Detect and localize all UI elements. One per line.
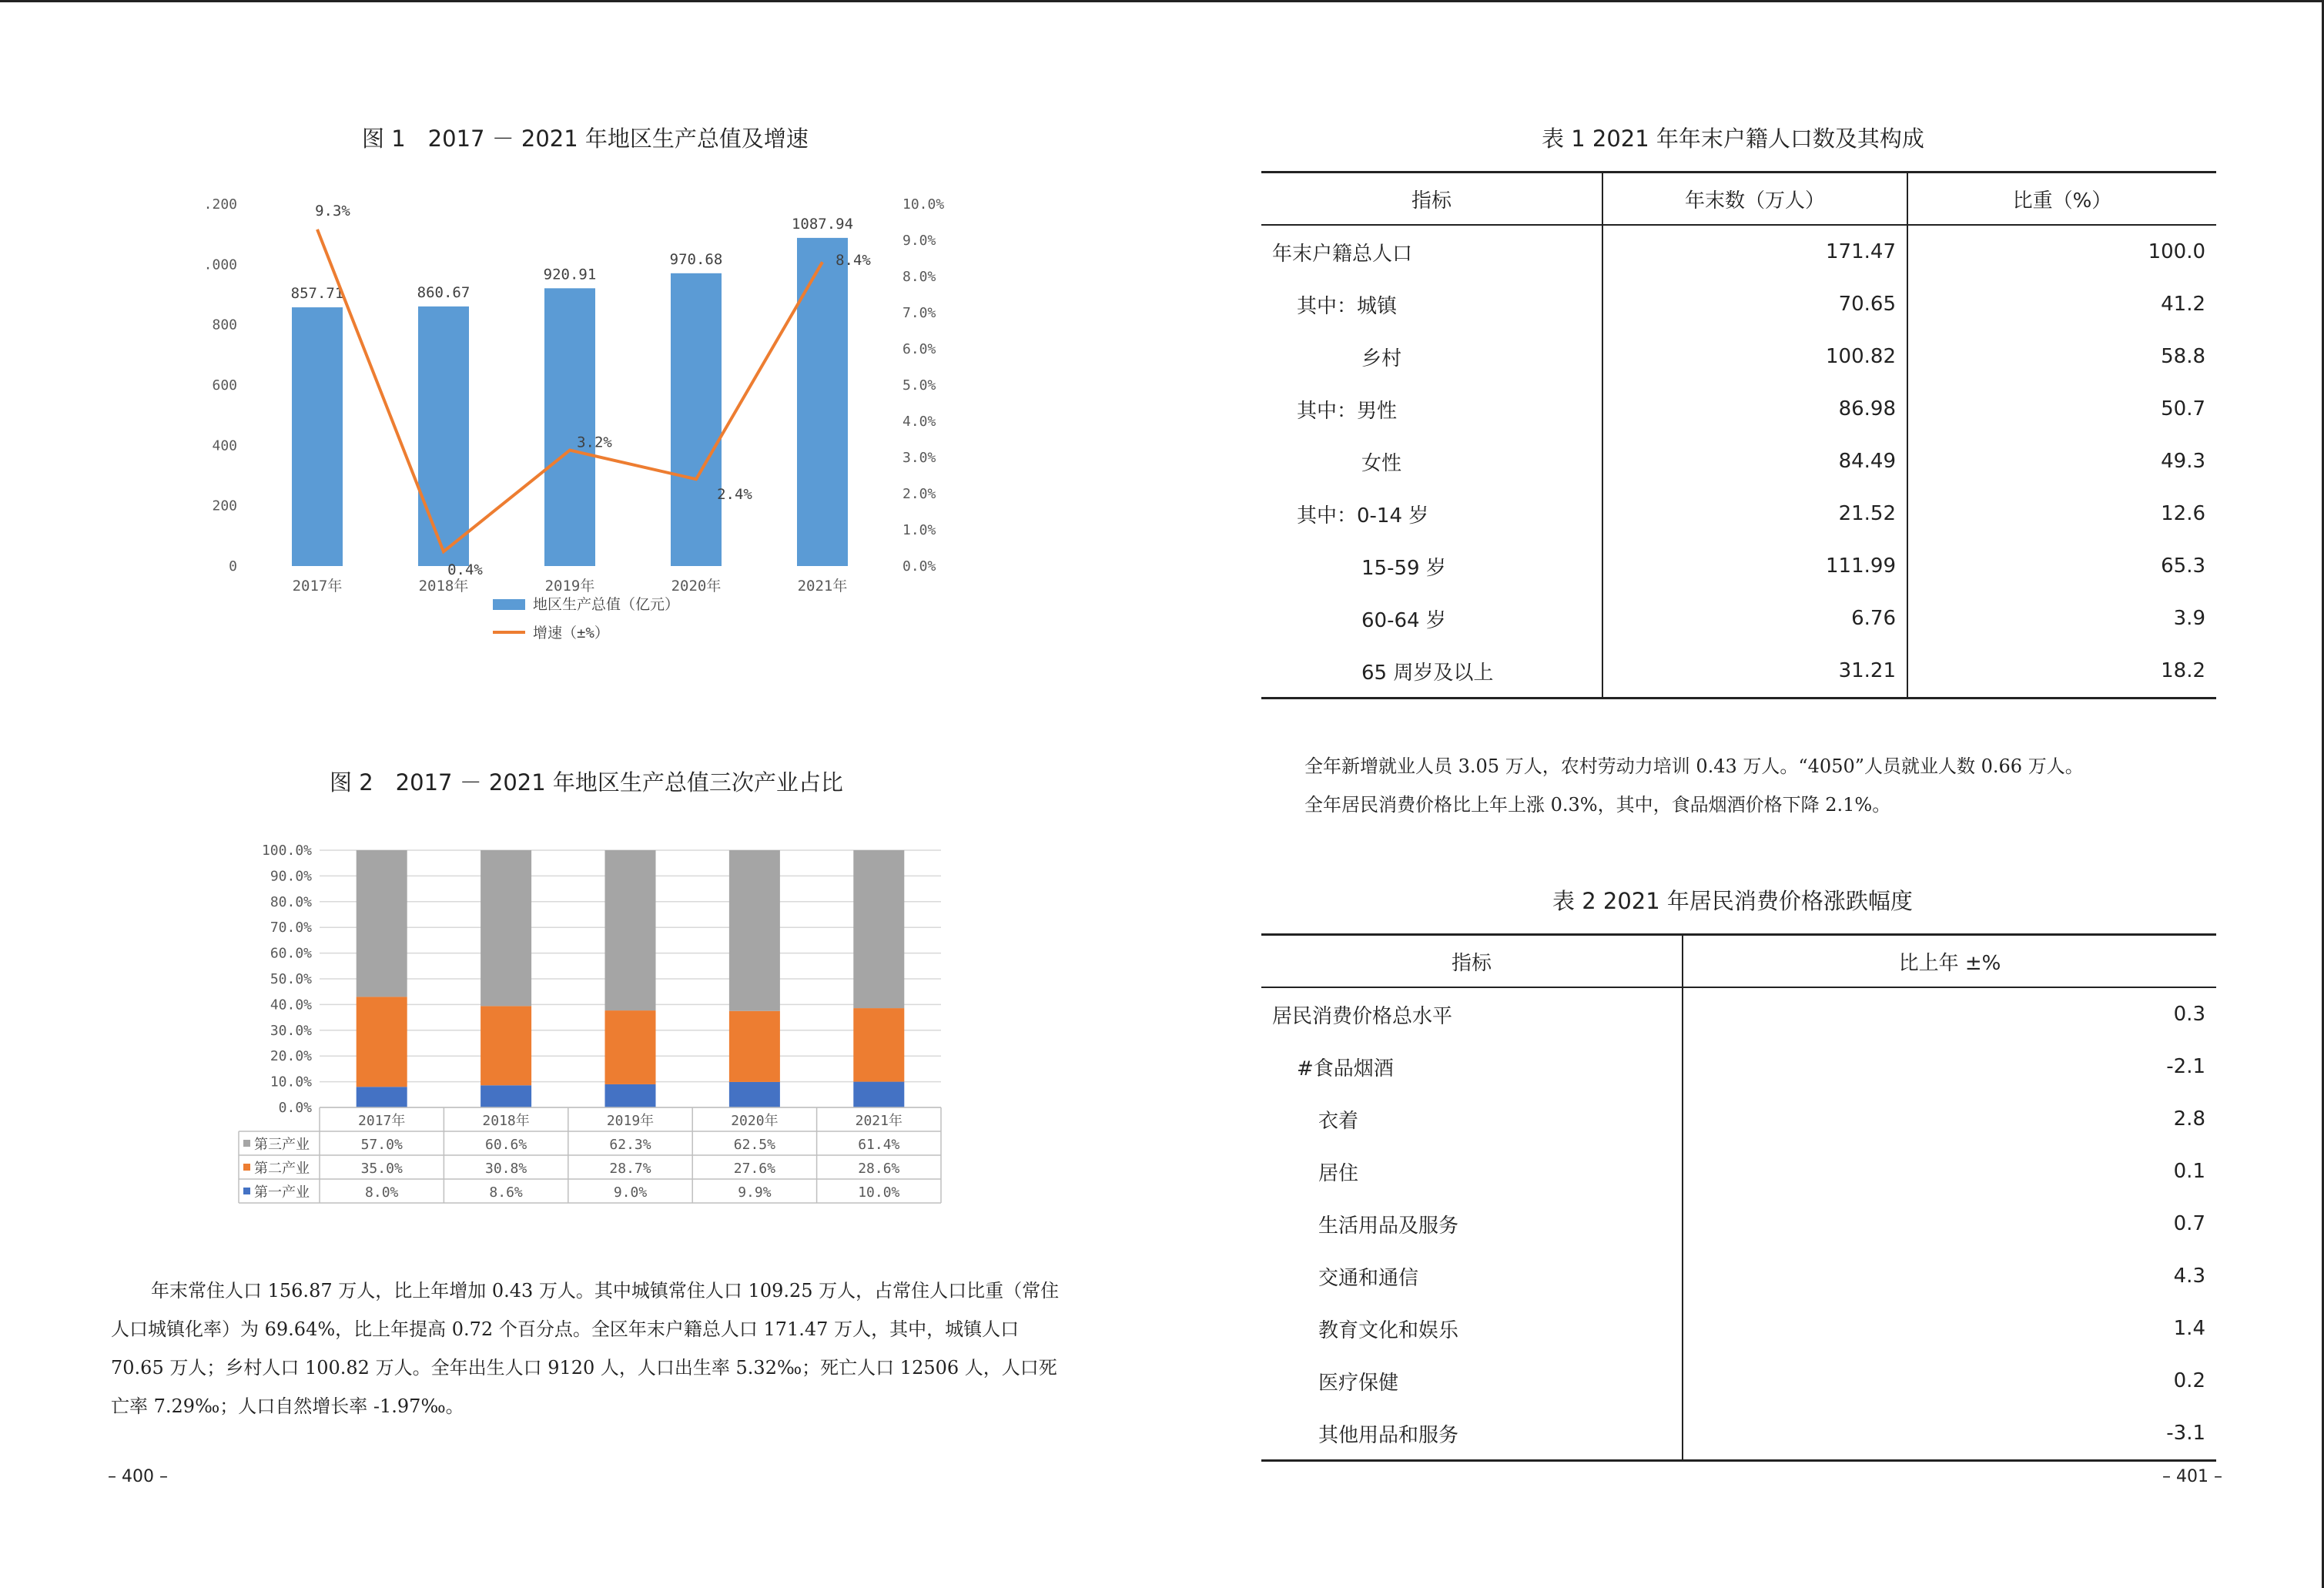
left-paragraph-text: 年末常住人口 156.87 万人，比上年增加 0.43 万人。其中城镇常住人口 109.25 万人，占常住人口比重（常住人口城镇化率）为 69.64%，比上年提高 0.72 个百分点。全区年末户籍总人口 171.47 万人，其中，城镇人口 70.65 万人；乡村人口 100.82 万人。全年出生人口 9120 人，人口出生率 5.32‰；死亡人口 12506 人，人口死亡率 7.29‰；人口自然增长率 -1.97‰。 — [111, 1280, 1060, 1417]
x-axis-tick-label: 2018年 — [482, 1113, 530, 1129]
bar-gdp — [418, 307, 469, 566]
stacked-bar-segment — [481, 850, 531, 1006]
stacked-bar-segment — [605, 850, 656, 1010]
table-data-label: 62.5% — [733, 1137, 775, 1153]
row-value: 21.52 — [1602, 487, 1907, 540]
figure1-chart — [203, 185, 963, 655]
row-value: 0.7 — [2173, 1212, 2205, 1235]
x-axis-tick-label: 2019年 — [606, 1113, 655, 1129]
row-label: 其他用品和服务 — [1261, 1407, 1683, 1461]
table-data-label: 57.0% — [360, 1137, 403, 1153]
right-axis-tick-label: 5.0% — [902, 377, 936, 394]
table-row — [1261, 1093, 2216, 1145]
row-label: 15-59 岁 — [1261, 540, 1602, 592]
row-value: 6.76 — [1602, 592, 1907, 645]
line-data-label: 2.4% — [717, 486, 752, 504]
x-axis-tick-label: 2021年 — [855, 1113, 902, 1129]
bar-data-label: 970.68 — [669, 250, 723, 268]
left-axis-tick-label: .000 — [203, 256, 237, 273]
bar-data-label: 1087.94 — [791, 215, 854, 233]
table-data-label: 8.0% — [365, 1184, 399, 1201]
line-data-label: 8.4% — [836, 252, 871, 270]
y-axis-tick-label: 0.0% — [278, 1100, 312, 1116]
row-label: #食品烟酒 — [1261, 1040, 1683, 1093]
bar-gdp — [292, 307, 343, 566]
row-label: 生活用品及服务 — [1261, 1198, 1683, 1250]
table-row — [1261, 1145, 2216, 1198]
right-axis-tick-label: 1.0% — [902, 522, 936, 538]
row-label: 年末户籍总人口 — [1261, 225, 1602, 278]
table-data-label: 8.6% — [489, 1184, 523, 1201]
right-axis-tick-label: 6.0% — [902, 341, 936, 357]
bar-data-label: 860.67 — [417, 283, 470, 301]
x-axis-tick-label: 2021年 — [797, 578, 848, 595]
right-paragraph-line: 全年新增就业人员 3.05 万人，农村劳动力培训 0.43 万人。“4050”人员就业人数 0.66 万人。 — [1304, 755, 2084, 777]
row-label: 衣着 — [1261, 1093, 1683, 1145]
left-paragraph — [111, 1271, 1066, 1426]
table-row — [1261, 1355, 2216, 1407]
table-data-label: 61.4% — [858, 1137, 900, 1153]
row-value: 100.82 — [1602, 330, 1907, 383]
top-border — [0, 0, 2324, 2]
bar-gdp — [671, 273, 722, 566]
x-axis-tick-label: 2020年 — [671, 578, 722, 595]
y-axis-tick-label: 10.0% — [270, 1074, 312, 1090]
row-label: 交通和通信 — [1261, 1250, 1683, 1302]
y-axis-tick-label: 90.0% — [270, 868, 312, 885]
row-value: 1.4 — [2173, 1317, 2205, 1340]
right-axis-tick-label: 4.0% — [902, 414, 936, 430]
table2-header-row — [1261, 935, 2216, 988]
table1-header-indicator: 指标 — [1261, 173, 1602, 226]
table-row — [1261, 278, 2216, 330]
x-axis-tick-label: 2017年 — [358, 1113, 406, 1129]
row-label: 其中：城镇 — [1261, 278, 1602, 330]
right-axis-tick-label: 10.0% — [902, 196, 945, 213]
y-axis-tick-label: 70.0% — [270, 920, 312, 936]
stacked-bar-segment — [853, 850, 904, 1008]
table1 — [1261, 171, 2216, 699]
row-pct: 100.0 — [2148, 240, 2205, 263]
stacked-bar-segment — [357, 850, 407, 997]
stacked-bar-segment — [729, 1011, 780, 1082]
row-value: -2.1 — [2166, 1055, 2205, 1078]
row-value: 86.98 — [1602, 383, 1907, 435]
row-label: 教育文化和娱乐 — [1261, 1302, 1683, 1355]
legend-label: 第一产业 — [254, 1184, 310, 1201]
y-axis-tick-label: 40.0% — [270, 997, 312, 1013]
table1-header-pct: 比重（%） — [1907, 173, 2216, 226]
table-data-label: 9.0% — [613, 1184, 648, 1201]
table1-header-value: 年末数（万人） — [1602, 173, 1907, 226]
page-number-right: – 401 – — [2162, 1467, 2222, 1486]
stacked-bar-segment — [729, 1082, 780, 1107]
table-row — [1261, 540, 2216, 592]
table-row — [1261, 1250, 2216, 1302]
right-axis-tick-label: 8.0% — [902, 269, 936, 285]
row-pct: 12.6 — [2161, 502, 2205, 525]
bar-gdp — [544, 288, 595, 566]
stacked-bar-segment — [481, 1006, 531, 1085]
legend-swatch-gdp — [493, 599, 525, 610]
table-row — [1261, 1302, 2216, 1355]
legend-swatch — [243, 1140, 250, 1147]
stacked-bar-segment — [853, 1082, 904, 1107]
legend-label: 第二产业 — [254, 1161, 310, 1177]
figure2-title: 图 2 2017 － 2021 年地区生产总值三次产业占比 — [330, 769, 843, 796]
table2-header-indicator: 指标 — [1261, 935, 1683, 988]
x-axis-tick-label: 2017年 — [292, 578, 343, 595]
table-row — [1261, 225, 2216, 278]
stacked-bar-segment — [357, 997, 407, 1087]
left-axis-tick-label: 400 — [212, 437, 237, 454]
row-label: 医疗保健 — [1261, 1355, 1683, 1407]
row-value: 0.2 — [2173, 1369, 2205, 1392]
table1-header-row — [1261, 173, 2216, 226]
right-axis-tick-label: 3.0% — [902, 450, 936, 466]
table-data-label: 28.7% — [609, 1161, 651, 1177]
table-row — [1261, 1040, 2216, 1093]
table-row — [1261, 383, 2216, 435]
row-value: 70.65 — [1602, 278, 1907, 330]
bar-data-label: 857.71 — [290, 285, 344, 303]
y-axis-tick-label: 50.0% — [270, 971, 312, 987]
stacked-bar-segment — [605, 1010, 656, 1084]
legend-label-gdp: 地区生产总值（亿元） — [533, 596, 680, 613]
row-pct: 50.7 — [2161, 397, 2205, 420]
right-paragraph — [1304, 747, 2229, 824]
row-pct: 65.3 — [2161, 554, 2205, 578]
left-axis-tick-label: 200 — [212, 498, 237, 514]
table-row — [1261, 330, 2216, 383]
table-row — [1261, 435, 2216, 487]
stacked-bar-segment — [605, 1084, 656, 1107]
x-axis-tick-label: 2020年 — [731, 1113, 779, 1129]
left-axis-tick-label: 600 — [212, 377, 237, 394]
table-data-label: 10.0% — [858, 1184, 900, 1201]
legend-swatch — [243, 1164, 250, 1171]
row-label: 其中：0-14 岁 — [1261, 487, 1602, 540]
row-label: 居住 — [1261, 1145, 1683, 1198]
row-value: 2.8 — [2173, 1107, 2205, 1131]
stacked-bar-segment — [481, 1085, 531, 1107]
legend-label-growth: 增速（±%） — [533, 625, 609, 642]
table-row — [1261, 1407, 2216, 1461]
table2-title: 表 2 2021 年居民消费价格涨跌幅度 — [1552, 888, 1913, 914]
table1-title: 表 1 2021 年年末户籍人口数及其构成 — [1542, 126, 1924, 152]
stacked-bar-segment — [729, 850, 780, 1011]
x-axis-tick-label: 2018年 — [418, 578, 469, 595]
right-axis-tick-label: 2.0% — [902, 486, 936, 502]
row-pct: 58.8 — [2161, 345, 2205, 368]
legend-label: 第三产业 — [254, 1137, 310, 1153]
row-value: 0.3 — [2173, 1003, 2205, 1026]
row-pct: 41.2 — [2161, 293, 2205, 316]
row-pct: 3.9 — [2173, 607, 2205, 630]
line-data-label: 0.4% — [447, 561, 483, 579]
x-axis-tick-label: 2019年 — [544, 578, 595, 595]
table-row — [1261, 645, 2216, 699]
left-axis-tick-label: 0 — [229, 558, 237, 575]
row-value: 84.49 — [1602, 435, 1907, 487]
table-data-label: 9.9% — [738, 1184, 772, 1201]
bar-gdp — [797, 238, 848, 566]
left-axis-tick-label: 800 — [212, 317, 237, 333]
table-data-label: 27.6% — [733, 1161, 775, 1177]
row-value: 171.47 — [1602, 225, 1907, 278]
right-paragraph-line: 全年居民消费价格比上年上涨 0.3%，其中，食品烟酒价格下降 2.1%。 — [1304, 794, 1891, 816]
y-axis-tick-label: 20.0% — [270, 1048, 312, 1065]
table2 — [1261, 933, 2216, 1462]
right-axis-tick-label: 7.0% — [902, 305, 936, 321]
right-axis-tick-label: 9.0% — [902, 233, 936, 249]
row-value: 31.21 — [1602, 645, 1907, 699]
row-label: 其中：男性 — [1261, 383, 1602, 435]
table-data-label: 35.0% — [360, 1161, 403, 1177]
row-label: 女性 — [1261, 435, 1602, 487]
row-pct: 49.3 — [2161, 450, 2205, 473]
stacked-bar-segment — [357, 1087, 407, 1107]
table-row — [1261, 592, 2216, 645]
row-label: 乡村 — [1261, 330, 1602, 383]
stacked-bar-segment — [853, 1008, 904, 1082]
table-row — [1261, 987, 2216, 1040]
table-data-label: 62.3% — [609, 1137, 651, 1153]
y-axis-tick-label: 60.0% — [270, 945, 312, 962]
row-value: 111.99 — [1602, 540, 1907, 592]
y-axis-tick-label: 30.0% — [270, 1022, 312, 1039]
row-label: 60-64 岁 — [1261, 592, 1602, 645]
line-data-label: 3.2% — [577, 434, 612, 451]
left-axis-tick-label: .200 — [203, 196, 237, 213]
row-pct: 18.2 — [1907, 645, 2216, 699]
row-value: 4.3 — [2173, 1265, 2205, 1288]
y-axis-tick-label: 80.0% — [270, 893, 312, 910]
right-axis-tick-label: 0.0% — [902, 558, 936, 575]
row-label: 65 周岁及以上 — [1261, 645, 1602, 699]
legend-swatch — [243, 1188, 250, 1194]
table-data-label: 30.8% — [485, 1161, 527, 1177]
figure2-chart — [231, 839, 955, 1209]
figure1-title: 图 1 2017 － 2021 年地区生产总值及增速 — [362, 126, 809, 152]
line-data-label: 9.3% — [315, 202, 350, 219]
row-value: -3.1 — [1683, 1407, 2216, 1461]
table-data-label: 28.6% — [858, 1161, 900, 1177]
y-axis-tick-label: 100.0% — [261, 843, 312, 859]
table2-header-change: 比上年 ±% — [1683, 935, 2216, 988]
page-number-left: – 400 – — [108, 1467, 168, 1486]
row-value: 0.1 — [2173, 1160, 2205, 1183]
row-label: 居民消费价格总水平 — [1261, 987, 1683, 1040]
table-row — [1261, 1198, 2216, 1250]
bar-data-label: 920.91 — [543, 266, 597, 283]
table-data-label: 60.6% — [485, 1137, 527, 1153]
table-row — [1261, 487, 2216, 540]
